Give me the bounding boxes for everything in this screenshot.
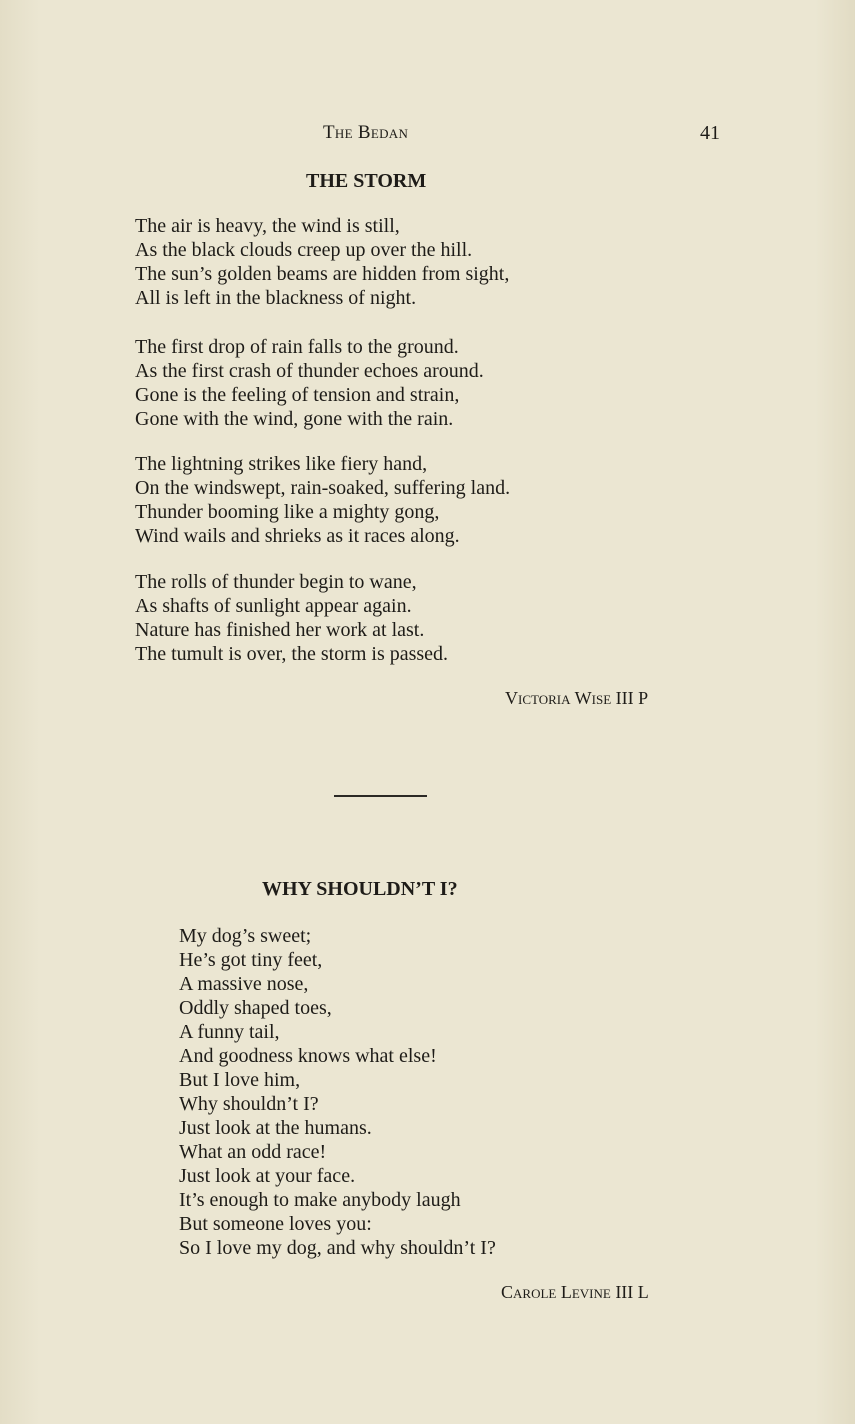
storm-stanza-4 [135,570,448,666]
verse-line: As the black clouds creep up over the hill. [135,239,473,261]
verse-line: And goodness knows what else! [179,1045,437,1067]
verse-line: Gone is the feeling of tension and strain, [135,384,460,406]
verse-line: Just look at the humans. [179,1117,372,1139]
why-shouldnt-i-verse [179,924,496,1260]
poem-title-why-shouldnt-i: WHY SHOULDN’T I? [262,878,458,900]
verse-line: Just look at your face. [179,1165,356,1187]
storm-stanza-1 [135,214,509,310]
verse-line: What an odd race! [179,1141,327,1163]
verse-line: The lightning strikes like fiery hand, [135,453,428,475]
running-header [0,122,855,146]
verse-line: The rolls of thunder begin to wane, [135,571,417,593]
verse-line: The first drop of rain falls to the ground. [135,336,459,358]
verse-line: Wind wails and shrieks as it races along. [135,525,460,547]
verse-line: Oddly shaped toes, [179,997,332,1019]
verse-line: The tumult is over, the storm is passed. [135,643,449,665]
verse-line: On the windswept, rain-soaked, suffering land. [135,477,511,499]
verse-line: The air is heavy, the wind is still, [135,215,400,237]
storm-stanza-3 [135,452,510,548]
verse-line: Why shouldn’t I? [179,1093,319,1115]
verse-line: He’s got tiny feet, [179,949,323,971]
running-title: The Bedan [323,122,409,143]
verse-line: Nature has finished her work at last. [135,619,425,641]
verse-line: But I love him, [179,1069,301,1091]
verse-line: It’s enough to make anybody laugh [179,1189,461,1211]
verse-line: As shafts of sunlight appear again. [135,595,412,617]
verse-line: Thunder booming like a mighty gong, [135,501,440,523]
verse-line: Gone with the wind, gone with the rain. [135,408,454,430]
author-carole-levine: Carole Levine III L [501,1282,649,1302]
page-number: 41 [700,122,720,144]
author-victoria-wise: Victoria Wise III P [505,688,649,708]
verse-line: My dog’s sweet; [179,925,312,947]
verse-line: So I love my dog, and why shouldn’t I? [179,1237,496,1259]
verse-line: As the first crash of thunder echoes around. [135,360,484,382]
verse-line: A funny tail, [179,1021,280,1043]
storm-stanza-2 [135,335,484,431]
verse-line: The sun’s golden beams are hidden from sight, [135,263,510,285]
section-divider [334,795,427,797]
verse-line: But someone loves you: [179,1213,372,1235]
verse-line: All is left in the blackness of night. [135,287,417,309]
verse-line: A massive nose, [179,973,309,995]
poem-title-the-storm: THE STORM [306,170,427,192]
